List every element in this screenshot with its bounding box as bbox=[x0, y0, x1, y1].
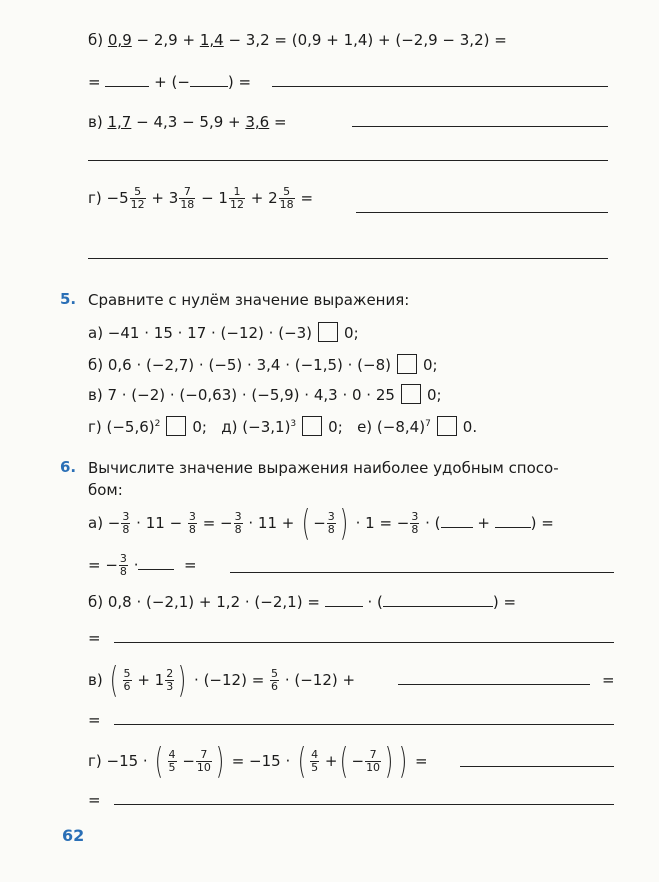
equals: = bbox=[88, 73, 101, 91]
compare-box[interactable] bbox=[401, 384, 421, 404]
fraction: $\frac{1}{12}$ bbox=[229, 185, 244, 211]
task5-a: а) −41 · 15 · 17 · (−12) · (−3) 0; bbox=[88, 324, 359, 342]
fraction: $\frac{5}{18}$ bbox=[279, 185, 294, 211]
fraction: $\frac{7}{10}$ bbox=[366, 748, 381, 774]
compare-box[interactable] bbox=[437, 416, 457, 436]
answer-line[interactable] bbox=[272, 86, 608, 87]
label: г) bbox=[88, 189, 102, 207]
task4-g-line bbox=[88, 182, 313, 214]
answer-blank[interactable] bbox=[138, 555, 174, 570]
task5-title: Сравните с нулём значение выражения: bbox=[88, 291, 410, 309]
fraction: $\frac{3}{8}$ bbox=[327, 510, 335, 536]
task6-g-line1: г) −15 · ( $\frac{4}{5}$ − $\frac{7}{10}$ ) = −15 · ( $\frac{4}{5}$ +( − $\frac{7}{10}$ ) ) = bbox=[88, 740, 428, 782]
fraction: $\frac{3}{8}$ bbox=[119, 552, 127, 578]
left-paren: ( bbox=[340, 740, 349, 782]
fraction: $\frac{5}{6}$ bbox=[271, 667, 279, 693]
page-number: 62 bbox=[62, 826, 85, 845]
compare-box[interactable] bbox=[397, 354, 417, 374]
equals: = bbox=[300, 189, 314, 207]
left-paren: ( bbox=[301, 502, 311, 544]
answer-blank[interactable] bbox=[383, 592, 493, 607]
right-paren: ) bbox=[178, 659, 187, 701]
expr: − 4,3 − 5,9 + bbox=[131, 113, 246, 131]
compare-box[interactable] bbox=[166, 416, 186, 436]
answer-blank[interactable] bbox=[441, 513, 473, 528]
answer-line[interactable] bbox=[460, 766, 614, 767]
answer-line[interactable] bbox=[398, 684, 590, 685]
underlined-number: 1,7 bbox=[107, 113, 132, 131]
answer-line[interactable] bbox=[114, 804, 614, 805]
expr: −5 bbox=[106, 189, 129, 207]
fraction: $\frac{3}{8}$ bbox=[122, 510, 130, 536]
compare-box[interactable] bbox=[302, 416, 322, 436]
fraction: $\frac{7}{10}$ bbox=[196, 748, 211, 774]
task4-v-line bbox=[88, 112, 287, 132]
label: в) bbox=[88, 113, 103, 131]
fraction: $\frac{4}{5}$ bbox=[311, 748, 319, 774]
answer-line[interactable] bbox=[88, 160, 608, 161]
left-paren: ( bbox=[155, 740, 164, 782]
left-paren: ( bbox=[110, 659, 119, 701]
expr: ) = bbox=[227, 73, 252, 91]
answer-line[interactable] bbox=[88, 258, 608, 259]
answer-line[interactable] bbox=[114, 642, 614, 643]
left-paren: ( bbox=[297, 740, 307, 782]
underlined-number: 3,6 bbox=[245, 113, 270, 131]
task6-b-line1: б) 0,8 · (−2,1) + 1,2 · (−2,1) = · ( ) = bbox=[88, 593, 517, 611]
answer-line[interactable] bbox=[230, 572, 614, 573]
task6-v-line2: = bbox=[88, 711, 101, 729]
fraction: $\frac{3}{8}$ bbox=[234, 510, 242, 536]
fraction: $\frac{3}{8}$ bbox=[411, 510, 419, 536]
right-paren: ) bbox=[215, 740, 225, 782]
task5-gde: г) $(-5,6)^2$ 0; д) $(-3,1)^3$ 0; е) $(-8,4)^7$ 0. bbox=[88, 418, 478, 436]
fraction: $\frac{5}{6}$ bbox=[123, 667, 131, 693]
answer-blank[interactable] bbox=[325, 592, 363, 607]
task4-b-line1 bbox=[88, 30, 507, 50]
fraction: $\frac{2}{3}$ bbox=[166, 667, 174, 693]
expr: − 2,9 + bbox=[131, 31, 200, 49]
fraction: $\frac{7}{18}$ bbox=[180, 185, 195, 211]
task6-a-line2: = − $\frac{3}{8}$ · = bbox=[88, 552, 197, 578]
fraction: $\frac{4}{5}$ bbox=[168, 748, 176, 774]
underlined-number: 1,4 bbox=[199, 31, 224, 49]
expr: + (− bbox=[149, 73, 190, 91]
task4-b-line2 bbox=[88, 72, 251, 92]
expr: + 2 bbox=[250, 189, 278, 207]
task6-title-1: Вычислите значение выражения наиболее удобным спосо- bbox=[88, 459, 559, 477]
task5-b: б) 0,6 · (−2,7) · (−5) · 3,4 · (−1,5) · (−8) 0; bbox=[88, 356, 438, 374]
right-paren: ) bbox=[398, 740, 408, 782]
task6-g-line2: = bbox=[88, 791, 101, 809]
task5-number: 5. bbox=[60, 290, 77, 308]
answer-line[interactable] bbox=[356, 212, 608, 213]
expr: − 3,2 = (0,9 + 1,4) + (−2,9 − 3,2) = bbox=[223, 31, 507, 49]
expr: + 3 bbox=[151, 189, 179, 207]
task5-v: в) 7 · (−2) · (−0,63) · (−5,9) · 4,3 · 0 · 25 0; bbox=[88, 386, 442, 404]
underlined-number: 0,9 bbox=[107, 31, 132, 49]
expr: − 1 bbox=[201, 189, 228, 207]
task6-number: 6. bbox=[60, 458, 77, 476]
answer-blank[interactable] bbox=[190, 72, 228, 87]
answer-blank[interactable] bbox=[105, 72, 149, 87]
fraction: $\frac{5}{12}$ bbox=[130, 185, 145, 211]
answer-line[interactable] bbox=[114, 724, 614, 725]
fraction: $\frac{3}{8}$ bbox=[188, 510, 196, 536]
task6-v-line1: в) ( $\frac{5}{6}$ + 1 $\frac{2}{3}$ ) · (−12) = $\frac{5}{6}$ · (−12) + bbox=[88, 659, 356, 701]
compare-box[interactable] bbox=[318, 322, 338, 342]
right-paren: ) bbox=[384, 740, 394, 782]
task6-a-line1: а) − $\frac{3}{8}$ · 11 − $\frac{3}{8}$ = − $\frac{3}{8}$ · 11 + ( − $\frac{3}{8}$ ) · 1 = − $\frac{3}{8}$ · ( + ) = bbox=[88, 502, 554, 544]
right-paren: ) bbox=[339, 502, 349, 544]
expr: = bbox=[269, 113, 287, 131]
task6-v-eq: = bbox=[602, 671, 615, 689]
task6-b-line2: = bbox=[88, 629, 101, 647]
task6-title-2: бом: bbox=[88, 481, 123, 499]
answer-blank[interactable] bbox=[495, 513, 531, 528]
answer-line[interactable] bbox=[352, 126, 608, 127]
label: б) bbox=[88, 31, 104, 49]
